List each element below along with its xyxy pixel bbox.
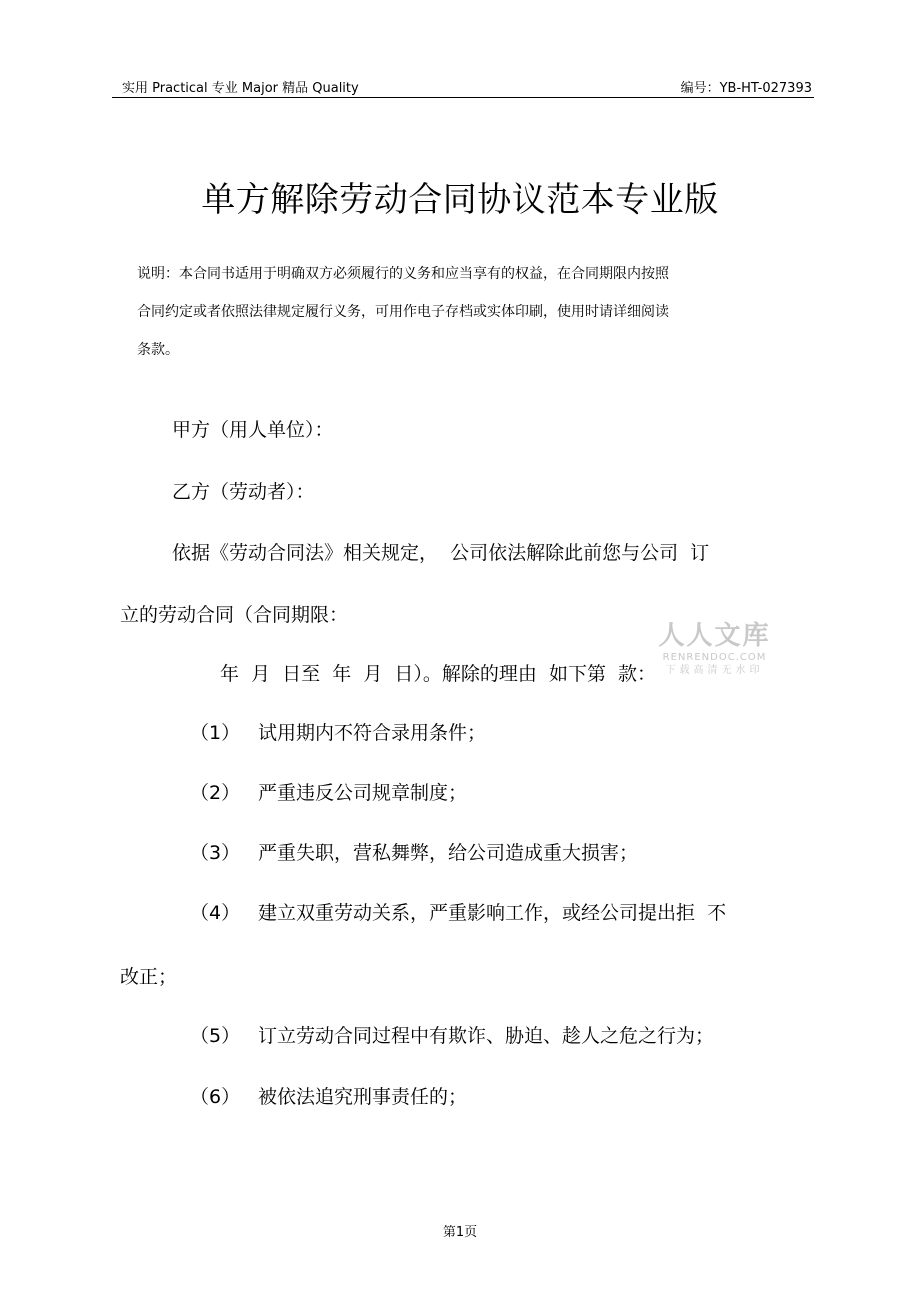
legal-basis-line-2: 立的劳动合同（合同期限： [120,604,349,626]
clause-text: 建立双重劳动关系，严重影响工作，或经公司提出拒 不 [258,902,727,924]
clause-number: （4） [190,902,241,924]
clause-text: 被依法追究刑事责任的； [258,1086,468,1108]
watermark [652,620,777,677]
document-title: 单方解除劳动合同协议范本专业版 [201,180,719,220]
watermark-logo-text: 人人文库 [658,621,771,651]
party-a-line: 甲方（用人单位）： [172,419,334,441]
clause-text: 严重失职，营私舞弊，给公司造成重大损害； [258,842,639,864]
page-number: 第1页 [442,1225,478,1240]
party-b-line: 乙方（劳动者）： [172,481,315,503]
intro-line-1: 说明：本合同书适用于明确双方必须履行的义务和应当享有的权益，在合同期限内按照 [137,266,669,282]
intro-line-3: 条款。 [137,342,179,358]
watermark-tagline: 下载高清无水印 [665,665,764,676]
clause-number: （6） [190,1086,241,1108]
clause-number: （5） [190,1025,241,1047]
clause-text: 严重违反公司规章制度； [258,782,468,804]
legal-basis-line-3: 年 月 日至 年 月 日）。解除的理由 如下第 款： [220,663,657,685]
clause-text: 订立劳动合同过程中有欺诈、胁迫、趁人之危之行为； [258,1025,715,1047]
clause-text-continuation: 改正； [120,966,178,988]
clause-number: （3） [190,842,241,864]
legal-basis-line-1: 依据《劳动合同法》相关规定， 公司依法解除此前您与公司 订 [172,542,710,564]
intro-line-2: 合同约定或者依照法律规定履行义务，可用作电子存档或实体印刷，使用时请详细阅读 [137,304,669,320]
document-number: 编号：YB-HT-027393 [680,81,812,96]
header-tagline: 实用 Practical 专业 Major 精品 Quality [122,81,359,96]
watermark-domain: RENRENDOC.COM [662,652,767,663]
clause-number: （2） [190,782,241,804]
header-divider [112,97,814,98]
clause-number: （1） [190,722,241,744]
clause-text: 试用期内不符合录用条件； [258,722,487,744]
